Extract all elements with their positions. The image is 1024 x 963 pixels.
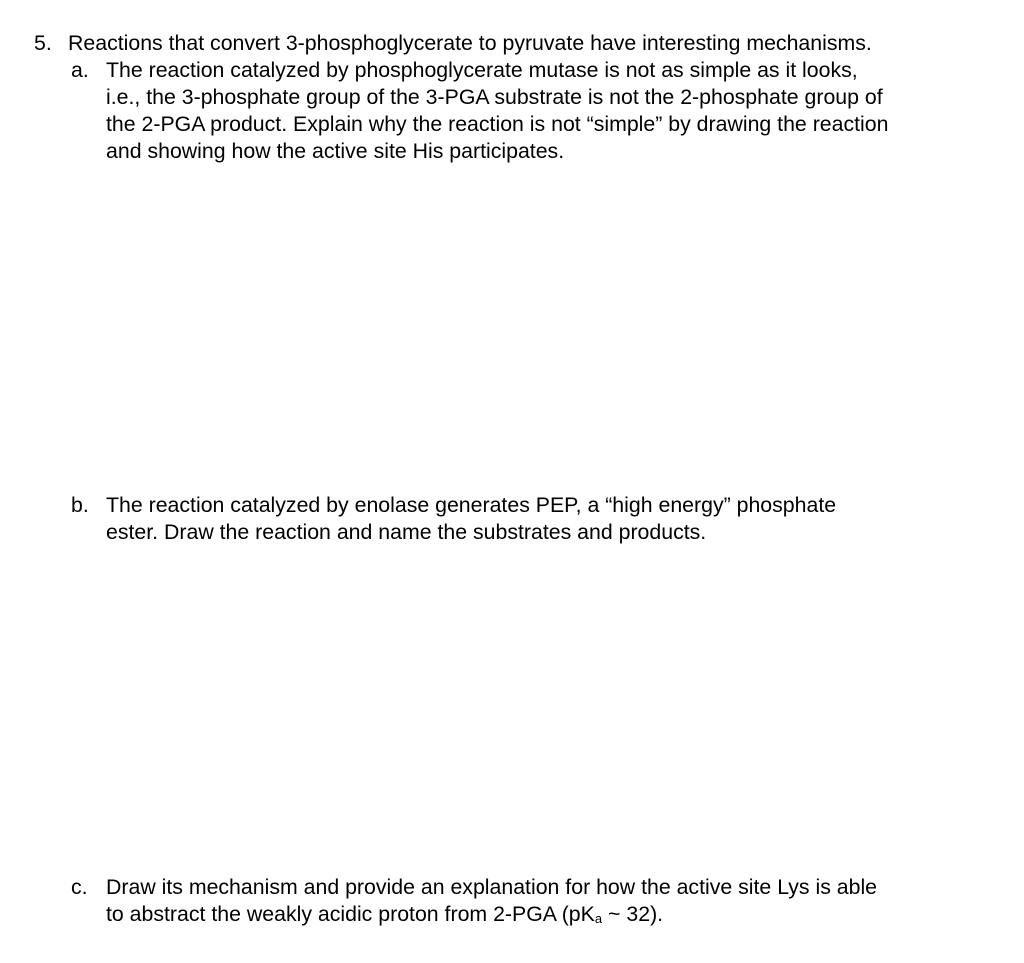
part-c-letter: c. [71,875,88,899]
part-b-letter: b. [71,493,89,517]
part-b-line-1: The reaction catalyzed by enolase generates PEP, a “high energy” phosphate [106,493,837,517]
part-b-answer-space[interactable] [106,555,986,860]
part-a-line-3: the 2-PGA product. Explain why the reaction is not “simple” by drawing the reaction [106,112,889,136]
question-text: Reactions that convert 3-phosphoglycerate to pyruvate have interesting mechanisms. [68,31,872,55]
part-b-line-2: ester. Draw the reaction and name the substrates and products. [106,520,707,544]
part-c-line-2-tail: ~ 32). [602,902,664,926]
question-number: 5. [34,31,52,55]
part-a-answer-space[interactable] [106,170,986,480]
part-a-line-4: and showing how the active site His participates. [106,139,565,163]
part-a-line-1: The reaction catalyzed by phosphoglycerate mutase is not as simple as it looks, [106,58,858,82]
part-c-line-1: Draw its mechanism and provide an explanation for how the active site Lys is able [106,875,878,899]
part-a-letter: a. [71,58,89,82]
pka-subscript: a [594,911,603,926]
part-c-line-2 [106,901,663,928]
part-a-line-2: i.e., the 3-phosphate group of the 3-PGA substrate is not the 2-phosphate group of [106,85,883,109]
part-c-line-2-text: to abstract the weakly acidic proton from 2-PGA (pK [106,902,595,926]
